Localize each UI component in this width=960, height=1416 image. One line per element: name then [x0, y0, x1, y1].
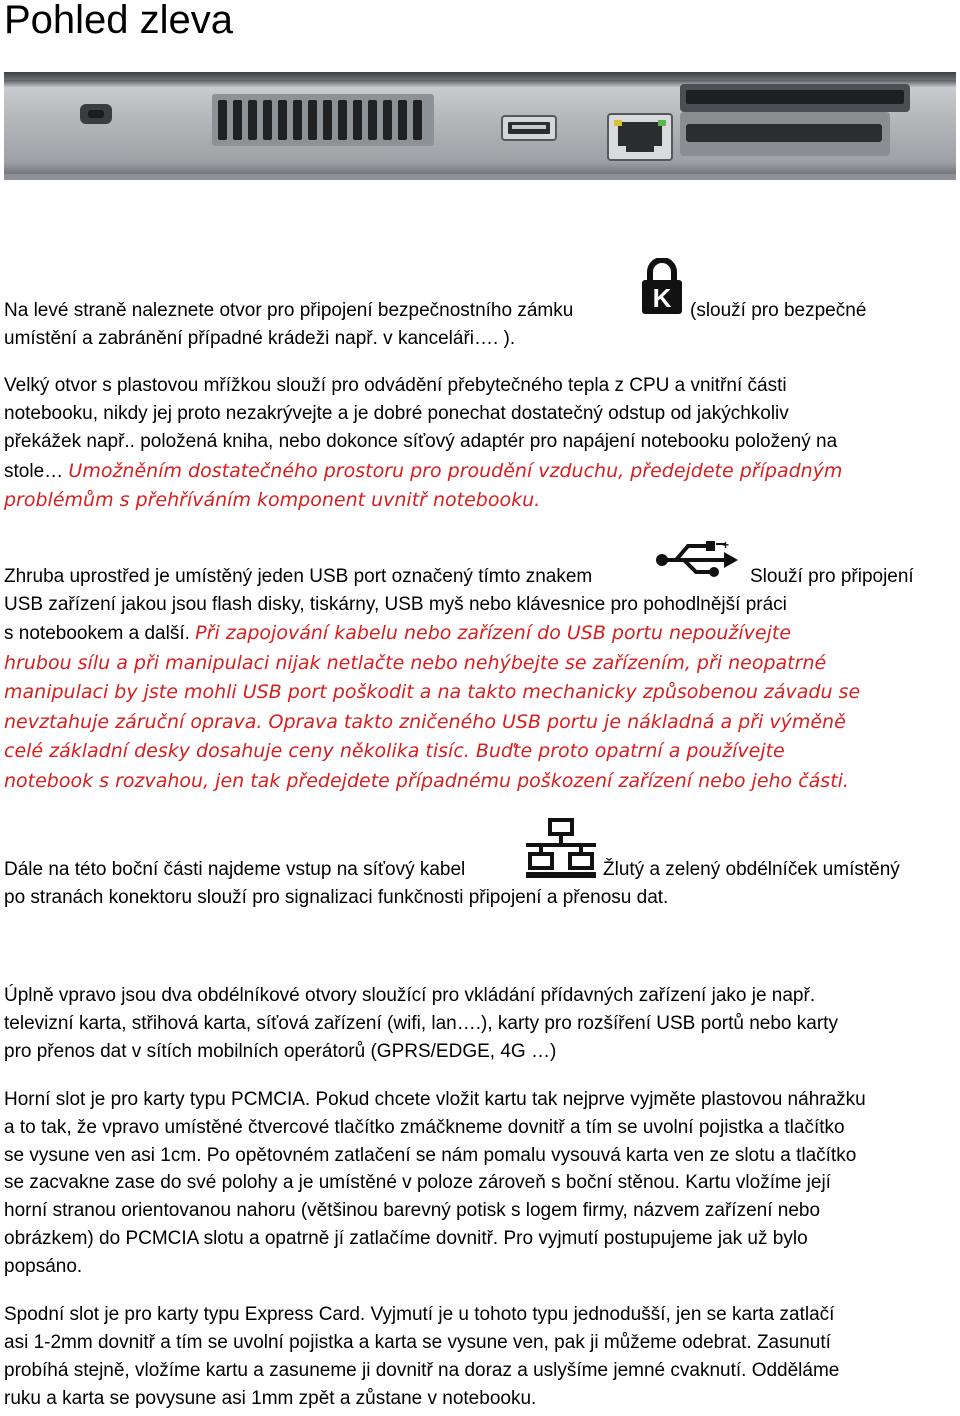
paragraph-5-line-3: pro přenos dat v sítích mobilních operátorů (GPRS/EDGE, 4G …)	[4, 1041, 557, 1062]
paragraph-2-line-3: překážek např.. položená kniha, nebo dokonce síťový adaptér pro napájení notebooku položený na	[4, 431, 838, 452]
network-icon	[524, 818, 598, 880]
paragraph-4-line-1b: Žlutý a zelený obdélníček umístěný	[603, 859, 900, 880]
warning-text: manipulaci by jste mohli USB port poškodit a na takto mechanicky způsobenou závadu se	[4, 681, 861, 703]
security-slot	[80, 104, 112, 124]
warning-text: hrubou sílu a při manipulaci nijak netlačte nebo nehýbejte se zařízením, při neopatrné	[4, 652, 827, 674]
usb-port	[502, 116, 556, 140]
paragraph-2-line-1: Velký otvor s plastovou mřížkou slouží pro odvádění přebytečného tepla z CPU a vnitřní části	[4, 375, 787, 396]
paragraph-1-line-1b: (slouží pro bezpečné	[690, 300, 867, 321]
warning-text: celé základní desky dosahuje ceny několika tisíc. Buďte proto opatrní a používejte	[4, 740, 785, 762]
paragraph-2-line-4a: stole…	[4, 461, 64, 482]
card-slots	[680, 84, 910, 156]
warning-text: problémům s přehříváním komponent uvnitř notebooku.	[4, 489, 541, 511]
paragraph-6-line-6: obrázkem) do PCMCIA slotu a opatrně jí zatlačíme dovnitř. Pro vyjmutí postupujeme jak už bylo	[4, 1228, 808, 1249]
laptop-left-side-photo	[4, 70, 956, 182]
svg-text:K: K	[652, 283, 672, 313]
paragraph-7-line-4: ruku a karta se povysune asi 1mm zpět a zůstane v notebooku.	[4, 1388, 537, 1409]
paragraph-1-line-1a: Na levé straně naleznete otvor pro připojení bezpečnostního zámku	[4, 300, 574, 321]
paragraph-7-line-1: Spodní slot je pro karty typu Express Card. Vyjmutí je u tohoto typu jednodušší, jen se karta zatlačí	[4, 1304, 835, 1325]
paragraph-2-line-4	[4, 460, 842, 488]
ethernet-port	[608, 114, 672, 160]
paragraph-6-line-4: se zacvakne zase do své polohy a je umístěné v poloze zároveň s boční stěnou. Kartu vložíme její	[4, 1172, 831, 1193]
paragraph-3-line-3a: s notebookem a další.	[4, 623, 190, 644]
paragraph-6-line-2: a to tak, že vpravo umístěné čtvercové tlačítko zmáčkneme dovnitř a tím se uvolní pojistka a tlačítko	[4, 1117, 845, 1138]
paragraph-3-line-3	[4, 622, 791, 650]
svg-text:+: +	[722, 538, 730, 552]
page-title: Pohled zleva	[4, 0, 234, 42]
paragraph-3-line-1a: Zhruba uprostřed je umístěný jeden USB port označený tímto znakem	[4, 566, 593, 587]
paragraph-6-line-7: popsáno.	[4, 1256, 83, 1277]
paragraph-7-line-3: probíhá stejně, vložíme kartu a zasuneme ji dovnitř na doraz a uslyšíme jemné cvaknutí. Odděláme	[4, 1360, 840, 1381]
paragraph-4-line-2: po stranách konektoru slouží pro signalizaci funkčnosti připojení a přenosu dat.	[4, 887, 669, 908]
cooling-vent	[212, 94, 434, 146]
paragraph-6-line-5: horní stranou orientovanou nahoru (většinou barevný potisk s logem firmy, názvem zařízení nebo	[4, 1200, 821, 1221]
warning-text: Při zapojování kabelu nebo zařízení do USB portu nepoužívejte	[195, 622, 792, 644]
usb-icon	[654, 538, 738, 580]
paragraph-7-line-2: asi 1-2mm dovnitř a tím se uvolní pojistka a karta se vysune ven, pak ji můžeme odebrat. Zasunutí	[4, 1332, 831, 1353]
paragraph-6-line-1: Horní slot je pro karty typu PCMCIA. Pokud chcete vložit kartu tak nejprve vyjměte plastovou náhražku	[4, 1089, 866, 1110]
paragraph-1-line-2: umístění a zabránění případné krádeži např. v kanceláři…. ).	[4, 328, 516, 349]
warning-text: nevztahuje záruční oprava. Oprava takto zničeného USB portu je nákladná a při výměně	[4, 711, 846, 733]
paragraph-3-line-2: USB zařízení jakou jsou flash disky, tiskárny, USB myš nebo klávesnice pro pohodlnější práci	[4, 594, 787, 615]
warning-text: notebook s rozvahou, jen tak předejdete případnému poškození zařízení nebo jeho části.	[4, 770, 849, 792]
paragraph-5-line-1: Úplně vpravo jsou dva obdélníkové otvory sloužící pro vkládání přídavných zařízení jako je např.	[4, 985, 816, 1006]
kensington-lock-icon	[640, 258, 684, 316]
paragraph-5-line-2: televizní karta, střihová karta, síťová zařízení (wifi, lan….), karty pro rozšíření USB portů nebo karty	[4, 1013, 838, 1034]
paragraph-2-line-2: notebooku, nikdy jej proto nezakrývejte a je dobré ponechat dostatečný odstup od jakýchkoliv	[4, 403, 789, 424]
paragraph-6-line-3: se vysune ven asi 1cm. Po opětovném zatlačení se nám pomalu vysouvá karta ven ze slotu a tlačítko	[4, 1145, 857, 1166]
paragraph-3-line-1b: Slouží pro připojení	[750, 566, 914, 587]
paragraph-4-line-1a: Dále na této boční části najdeme vstup na síťový kabel	[4, 859, 466, 880]
warning-text: Umožněním dostatečného prostoru pro proudění vzduchu, předejdete případným	[68, 460, 843, 482]
